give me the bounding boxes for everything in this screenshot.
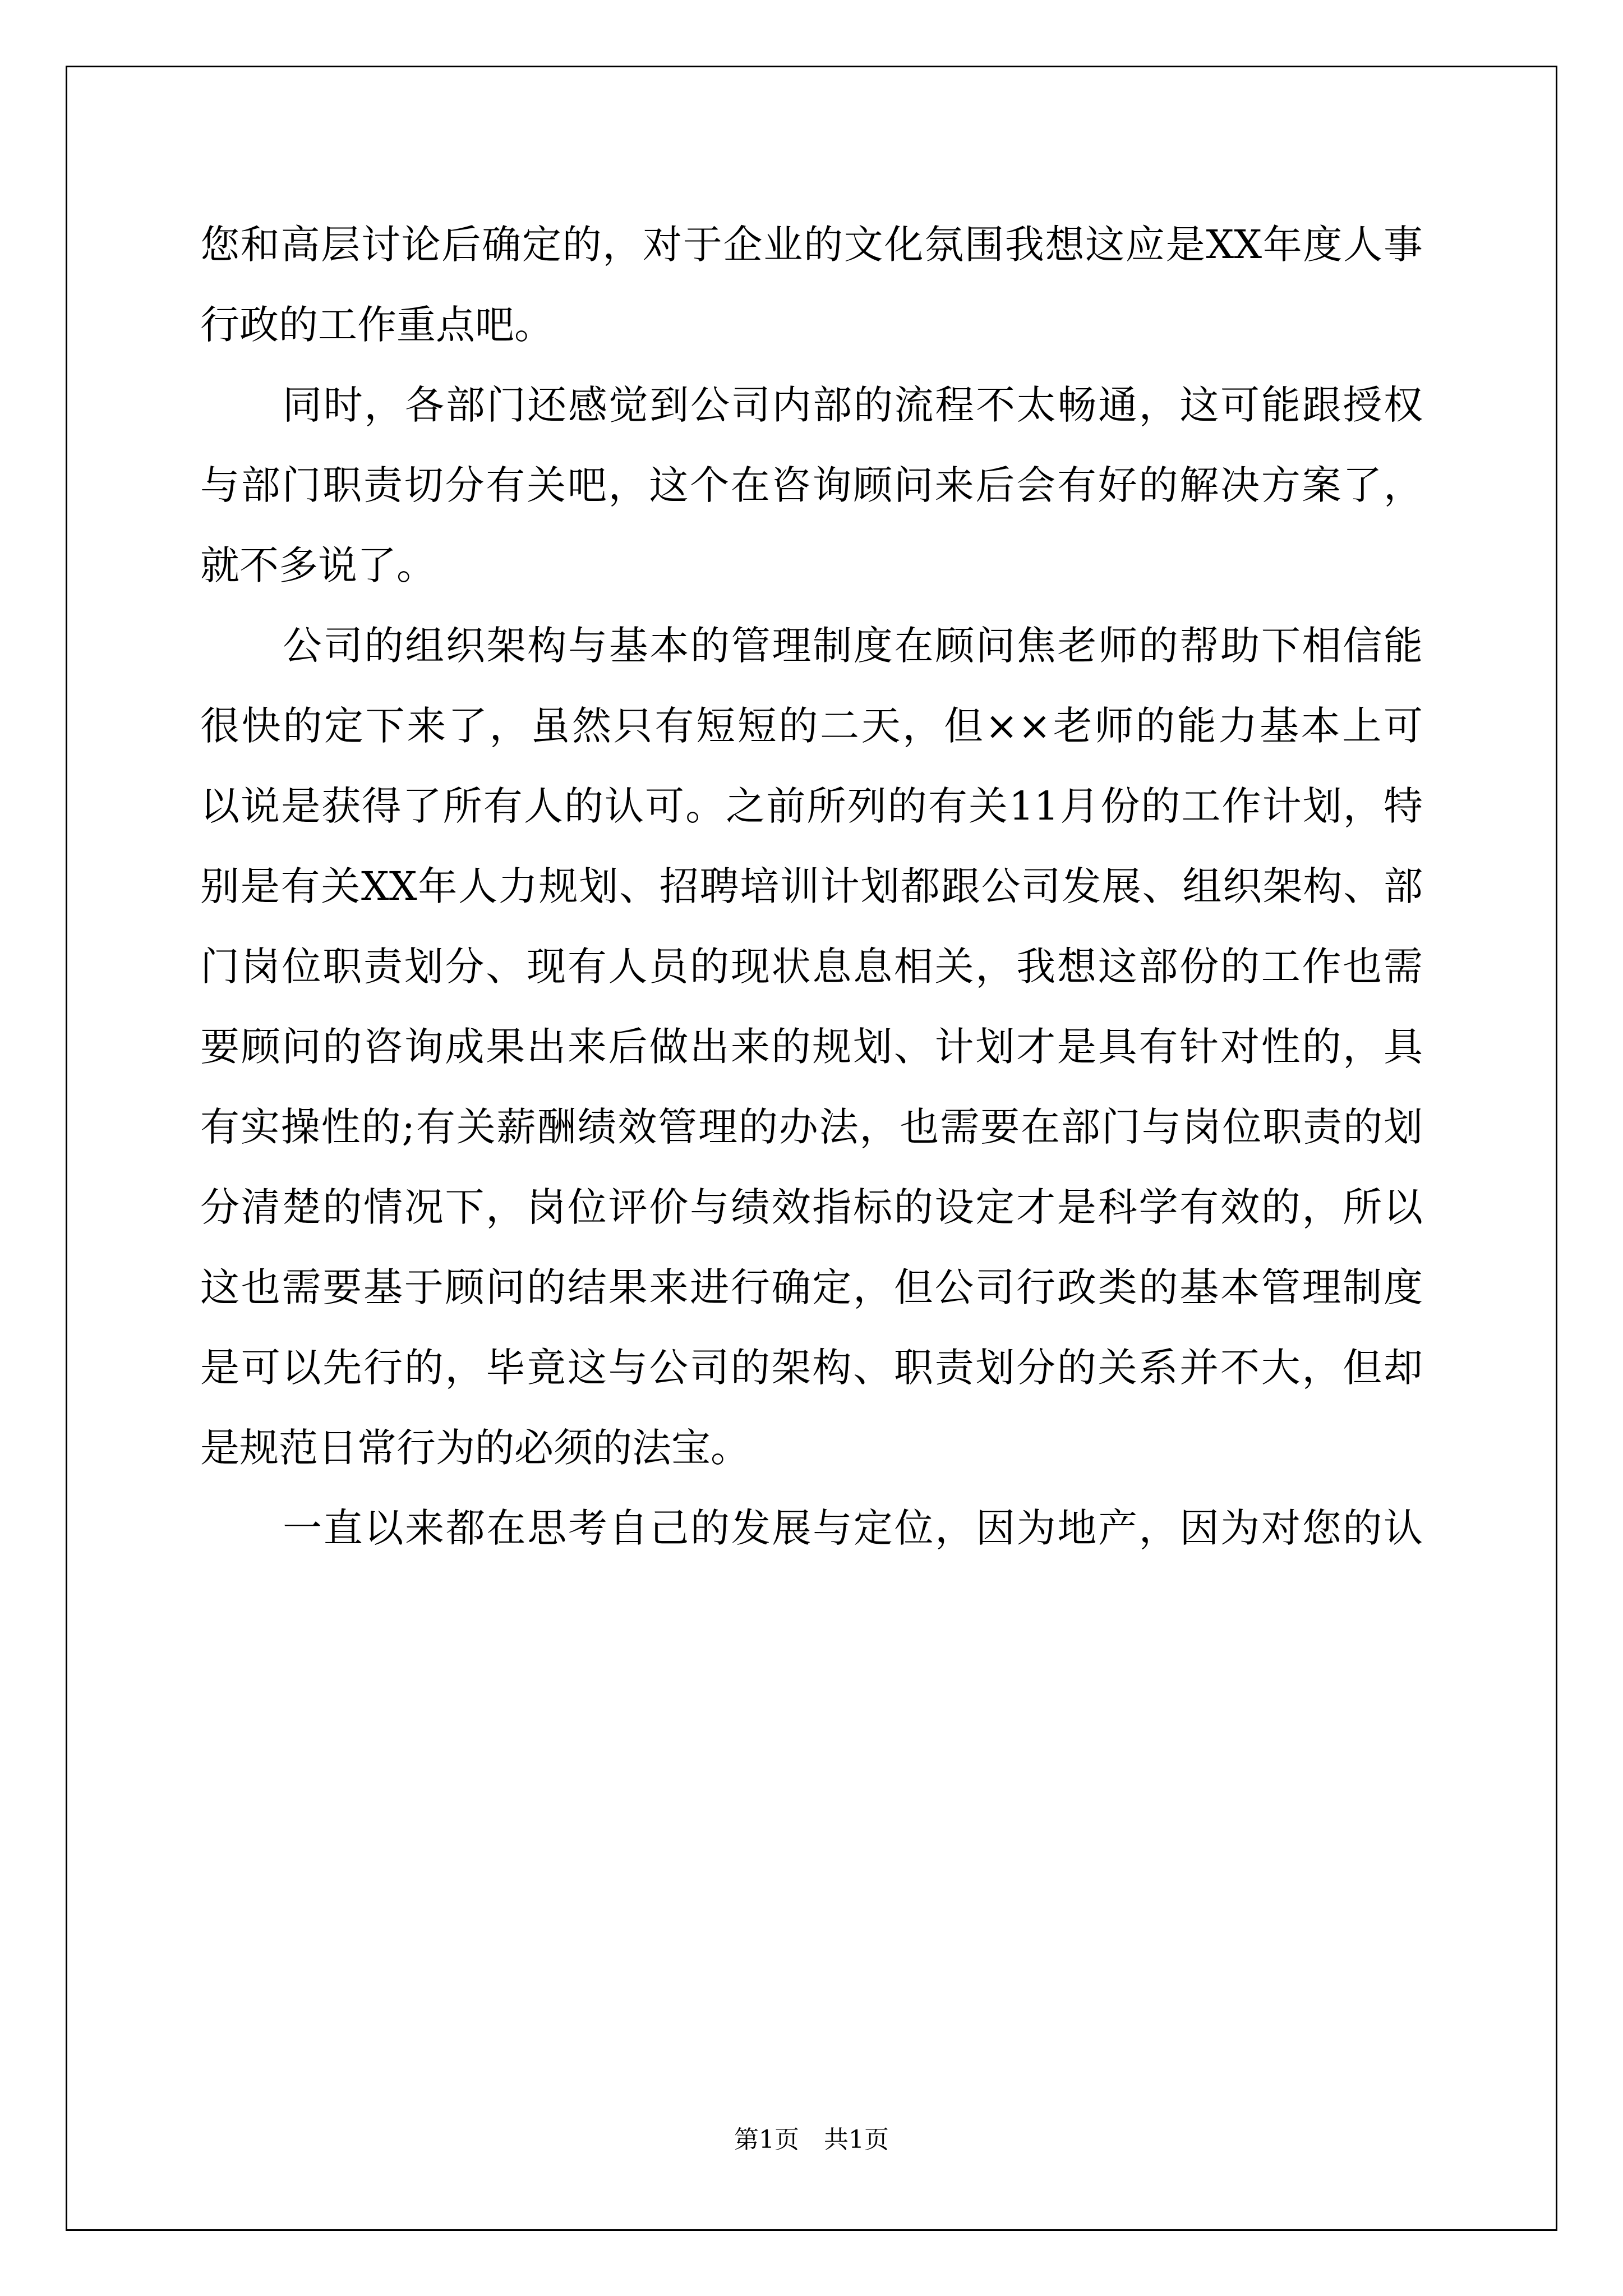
text-line: 您和高层讨论后确定的，对于企业的文化氛围我想这应是XX年度人事: [200, 222, 1423, 268]
text-line: 要顾问的咨询成果出来后做出来的规划、计划才是具有针对性的，具: [200, 1024, 1423, 1070]
text-line: 别是有关XX年人力规划、招聘培训计划都跟公司发展、组织架构、部: [200, 863, 1423, 909]
text-line: 是规范日常行为的必须的法宝。: [200, 1425, 750, 1471]
text-line: 门岗位职责划分、现有人员的现状息息相关，我想这部份的工作也需: [200, 944, 1423, 990]
text-line: 有实操性的;有关薪酬绩效管理的办法，也需要在部门与岗位职责的划: [200, 1104, 1423, 1150]
text-line: 就不多说了。: [200, 542, 436, 588]
text-line: 分清楚的情况下，岗位评价与绩效指标的设定才是科学有效的，所以: [200, 1184, 1423, 1230]
text-line: 行政的工作重点吧。: [200, 302, 554, 348]
text-line: 是可以先行的，毕竟这与公司的架构、职责划分的关系并不大，但却: [200, 1345, 1423, 1391]
text-line: 很快的定下来了，虽然只有短短的二天，但××老师的能力基本上可: [200, 703, 1423, 749]
text-line: 同时，各部门还感觉到公司内部的流程不太畅通，这可能跟授权: [283, 382, 1423, 428]
text-line: 以说是获得了所有人的认可。之前所列的有关11月份的工作计划，特: [200, 783, 1423, 829]
text-line: 与部门职责切分有关吧，这个在咨询顾问来后会有好的解决方案了，: [200, 462, 1423, 508]
text-line: 这也需要基于顾问的结果来进行确定，但公司行政类的基本管理制度: [200, 1264, 1423, 1310]
page-footer: 第1页 共1页: [734, 2125, 889, 2154]
text-line: 一直以来都在思考自己的发展与定位，因为地产，因为对您的认: [283, 1505, 1423, 1551]
document-body: [200, 205, 1423, 1568]
text-line: 公司的组织架构与基本的管理制度在顾问焦老师的帮助下相信能: [283, 623, 1423, 669]
